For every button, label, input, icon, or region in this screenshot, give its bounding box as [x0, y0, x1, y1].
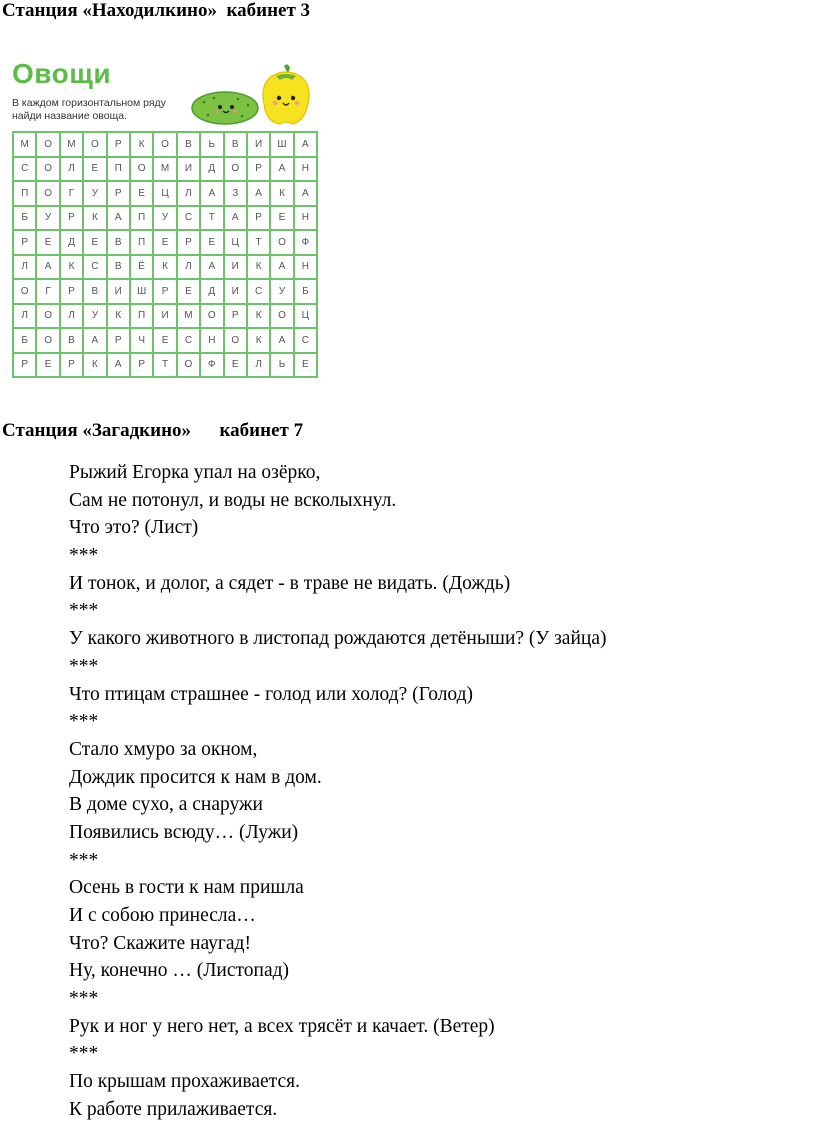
grid-cell: Р: [108, 133, 131, 158]
grid-cell: Л: [248, 354, 271, 379]
grid-cell: У: [84, 182, 107, 207]
riddle-line: Что птицам страшнее - голод или холод? (Голод): [69, 683, 474, 705]
riddle-line: ***: [69, 545, 99, 567]
riddle-line: ***: [69, 1043, 99, 1065]
grid-cell: О: [37, 329, 60, 354]
grid-cell: Ц: [225, 231, 248, 256]
puzzle-instruction: В каждом горизонтальном ряду найди название овоща.: [12, 97, 166, 122]
grid-cell: П: [131, 231, 154, 256]
grid-cell: О: [271, 231, 294, 256]
riddle-line: Что это? (Лист): [69, 517, 199, 539]
riddle-line: Ну, конечно … (Листопад): [69, 960, 290, 982]
grid-cell: О: [178, 354, 201, 379]
riddle-line: Стало хмуро за окном,: [69, 738, 258, 760]
grid-cell: Л: [178, 182, 201, 207]
grid-cell: У: [154, 207, 177, 232]
grid-cell: К: [61, 256, 84, 281]
grid-cell: Р: [131, 354, 154, 379]
grid-cell: С: [178, 207, 201, 232]
riddle-line: ***: [69, 655, 99, 677]
grid-cell: В: [225, 133, 248, 158]
grid-cell: К: [154, 256, 177, 281]
riddle-line: В доме сухо, а снаружи: [69, 794, 263, 816]
grid-cell: И: [225, 256, 248, 281]
grid-cell: О: [154, 133, 177, 158]
grid-cell: Н: [201, 329, 224, 354]
grid-cell: Р: [61, 207, 84, 232]
grid-cell: Е: [154, 231, 177, 256]
grid-cell: Е: [201, 231, 224, 256]
grid-cell: Р: [108, 182, 131, 207]
grid-cell: А: [295, 133, 318, 158]
grid-cell: П: [131, 305, 154, 330]
riddle-line: ***: [69, 600, 99, 622]
grid-cell: А: [271, 158, 294, 183]
riddle-line: По крышам прохаживается.: [69, 1071, 300, 1093]
grid-cell: Р: [178, 231, 201, 256]
grid-cell: К: [131, 133, 154, 158]
grid-cell: Е: [154, 329, 177, 354]
grid-cell: Л: [14, 305, 37, 330]
grid-cell: И: [154, 305, 177, 330]
grid-cell: Н: [295, 158, 318, 183]
grid-cell: И: [178, 158, 201, 183]
riddle-line: Дождик просится к нам в дом.: [69, 766, 322, 788]
grid-cell: В: [108, 256, 131, 281]
station-1-heading: Станция «Находилкино» кабинет 3: [2, 0, 311, 21]
grid-cell: И: [108, 280, 131, 305]
grid-cell: О: [225, 329, 248, 354]
grid-cell: А: [271, 256, 294, 281]
grid-cell: О: [201, 305, 224, 330]
riddle-line: Сам не потонул, и воды не всколыхнул.: [69, 489, 397, 511]
grid-cell: Е: [178, 280, 201, 305]
grid-cell: А: [108, 207, 131, 232]
grid-cell: Ш: [131, 280, 154, 305]
grid-cell: Г: [61, 182, 84, 207]
grid-cell: В: [178, 133, 201, 158]
grid-cell: А: [37, 256, 60, 281]
grid-cell: Б: [14, 207, 37, 232]
grid-cell: Ф: [201, 354, 224, 379]
grid-cell: А: [295, 182, 318, 207]
grid-cell: Т: [248, 231, 271, 256]
grid-cell: Ц: [295, 305, 318, 330]
grid-cell: Ь: [271, 354, 294, 379]
grid-cell: Р: [248, 207, 271, 232]
grid-cell: О: [84, 133, 107, 158]
riddle-line: Осень в гости к нам пришла: [69, 877, 304, 899]
grid-cell: М: [178, 305, 201, 330]
riddle-line: ***: [69, 988, 99, 1010]
grid-cell: О: [37, 305, 60, 330]
grid-cell: Р: [248, 158, 271, 183]
riddle-line: И тонок, и долог, а сядет - в траве не видать. (Дождь): [69, 572, 511, 594]
grid-cell: С: [84, 256, 107, 281]
grid-cell: Д: [201, 158, 224, 183]
riddle-line: Рыжий Егорка упал на озёрко,: [69, 462, 321, 483]
grid-cell: К: [271, 182, 294, 207]
grid-cell: Г: [37, 280, 60, 305]
grid-cell: В: [108, 231, 131, 256]
grid-cell: А: [84, 329, 107, 354]
grid-cell: М: [61, 133, 84, 158]
word-search-puzzle: [0, 50, 318, 371]
grid-cell: Ф: [295, 231, 318, 256]
grid-cell: Р: [225, 305, 248, 330]
grid-cell: Л: [14, 256, 37, 281]
grid-cell: Б: [14, 329, 37, 354]
grid-cell: О: [37, 182, 60, 207]
riddles-text: [69, 459, 606, 1124]
riddle-line: Рук и ног у него нет, а всех трясёт и качает. (Ветер): [69, 1015, 495, 1037]
grid-cell: С: [248, 280, 271, 305]
grid-cell: К: [84, 207, 107, 232]
riddle-line: ***: [69, 711, 99, 733]
grid-cell: Д: [61, 231, 84, 256]
grid-cell: Р: [108, 329, 131, 354]
grid-cell: В: [84, 280, 107, 305]
grid-cell: И: [248, 133, 271, 158]
grid-cell: С: [295, 329, 318, 354]
grid-cell: Е: [131, 182, 154, 207]
riddle-line: К работе прилаживается.: [69, 1098, 278, 1120]
grid-cell: П: [14, 182, 37, 207]
grid-cell: П: [131, 207, 154, 232]
riddle-line: Что? Скажите наугад!: [69, 932, 251, 954]
letter-grid: [12, 131, 318, 378]
grid-cell: Н: [295, 256, 318, 281]
grid-cell: Ё: [131, 256, 154, 281]
grid-cell: К: [108, 305, 131, 330]
grid-cell: Р: [154, 280, 177, 305]
grid-cell: И: [225, 280, 248, 305]
grid-cell: Е: [84, 158, 107, 183]
grid-cell: Л: [61, 305, 84, 330]
grid-cell: К: [248, 305, 271, 330]
cucumber-icon: [190, 90, 260, 126]
grid-cell: Т: [201, 207, 224, 232]
grid-cell: А: [248, 182, 271, 207]
grid-cell: А: [201, 182, 224, 207]
grid-cell: Е: [84, 231, 107, 256]
grid-cell: Р: [61, 280, 84, 305]
grid-cell: Е: [37, 231, 60, 256]
grid-cell: О: [271, 305, 294, 330]
riddle-line: И с собою принесла…: [69, 905, 256, 926]
grid-cell: Н: [295, 207, 318, 232]
grid-cell: Е: [225, 354, 248, 379]
grid-cell: А: [201, 256, 224, 281]
grid-cell: К: [84, 354, 107, 379]
grid-cell: Р: [14, 231, 37, 256]
grid-cell: С: [14, 158, 37, 183]
grid-cell: А: [108, 354, 131, 379]
grid-cell: Е: [37, 354, 60, 379]
grid-cell: Л: [61, 158, 84, 183]
riddle-line: Появились всюду… (Лужи): [69, 821, 299, 843]
grid-cell: Ш: [271, 133, 294, 158]
grid-cell: К: [248, 329, 271, 354]
grid-cell: О: [131, 158, 154, 183]
grid-cell: У: [271, 280, 294, 305]
grid-cell: О: [14, 280, 37, 305]
grid-cell: У: [37, 207, 60, 232]
grid-cell: О: [37, 158, 60, 183]
station-2-heading: Станция «Загадкино» кабинет 7: [2, 420, 304, 441]
grid-cell: Е: [271, 207, 294, 232]
grid-cell: В: [61, 329, 84, 354]
grid-cell: З: [225, 182, 248, 207]
grid-cell: С: [178, 329, 201, 354]
grid-cell: К: [248, 256, 271, 281]
grid-cell: Т: [154, 354, 177, 379]
grid-cell: М: [14, 133, 37, 158]
grid-cell: Е: [295, 354, 318, 379]
grid-cell: Р: [14, 354, 37, 379]
riddle-line: ***: [69, 849, 99, 871]
grid-cell: Л: [178, 256, 201, 281]
grid-cell: А: [271, 329, 294, 354]
grid-cell: У: [84, 305, 107, 330]
grid-cell: Ч: [131, 329, 154, 354]
grid-cell: П: [108, 158, 131, 183]
bell-pepper-icon: [256, 62, 316, 126]
grid-cell: Б: [295, 280, 318, 305]
riddle-line: У какого животного в листопад рождаются детёныши? (У зайца): [69, 628, 607, 650]
grid-cell: А: [225, 207, 248, 232]
grid-cell: О: [225, 158, 248, 183]
grid-cell: Ь: [201, 133, 224, 158]
grid-cell: О: [37, 133, 60, 158]
grid-cell: Р: [61, 354, 84, 379]
grid-cell: Ц: [154, 182, 177, 207]
grid-cell: М: [154, 158, 177, 183]
puzzle-title: Овощи: [12, 58, 112, 89]
grid-cell: Д: [201, 280, 224, 305]
